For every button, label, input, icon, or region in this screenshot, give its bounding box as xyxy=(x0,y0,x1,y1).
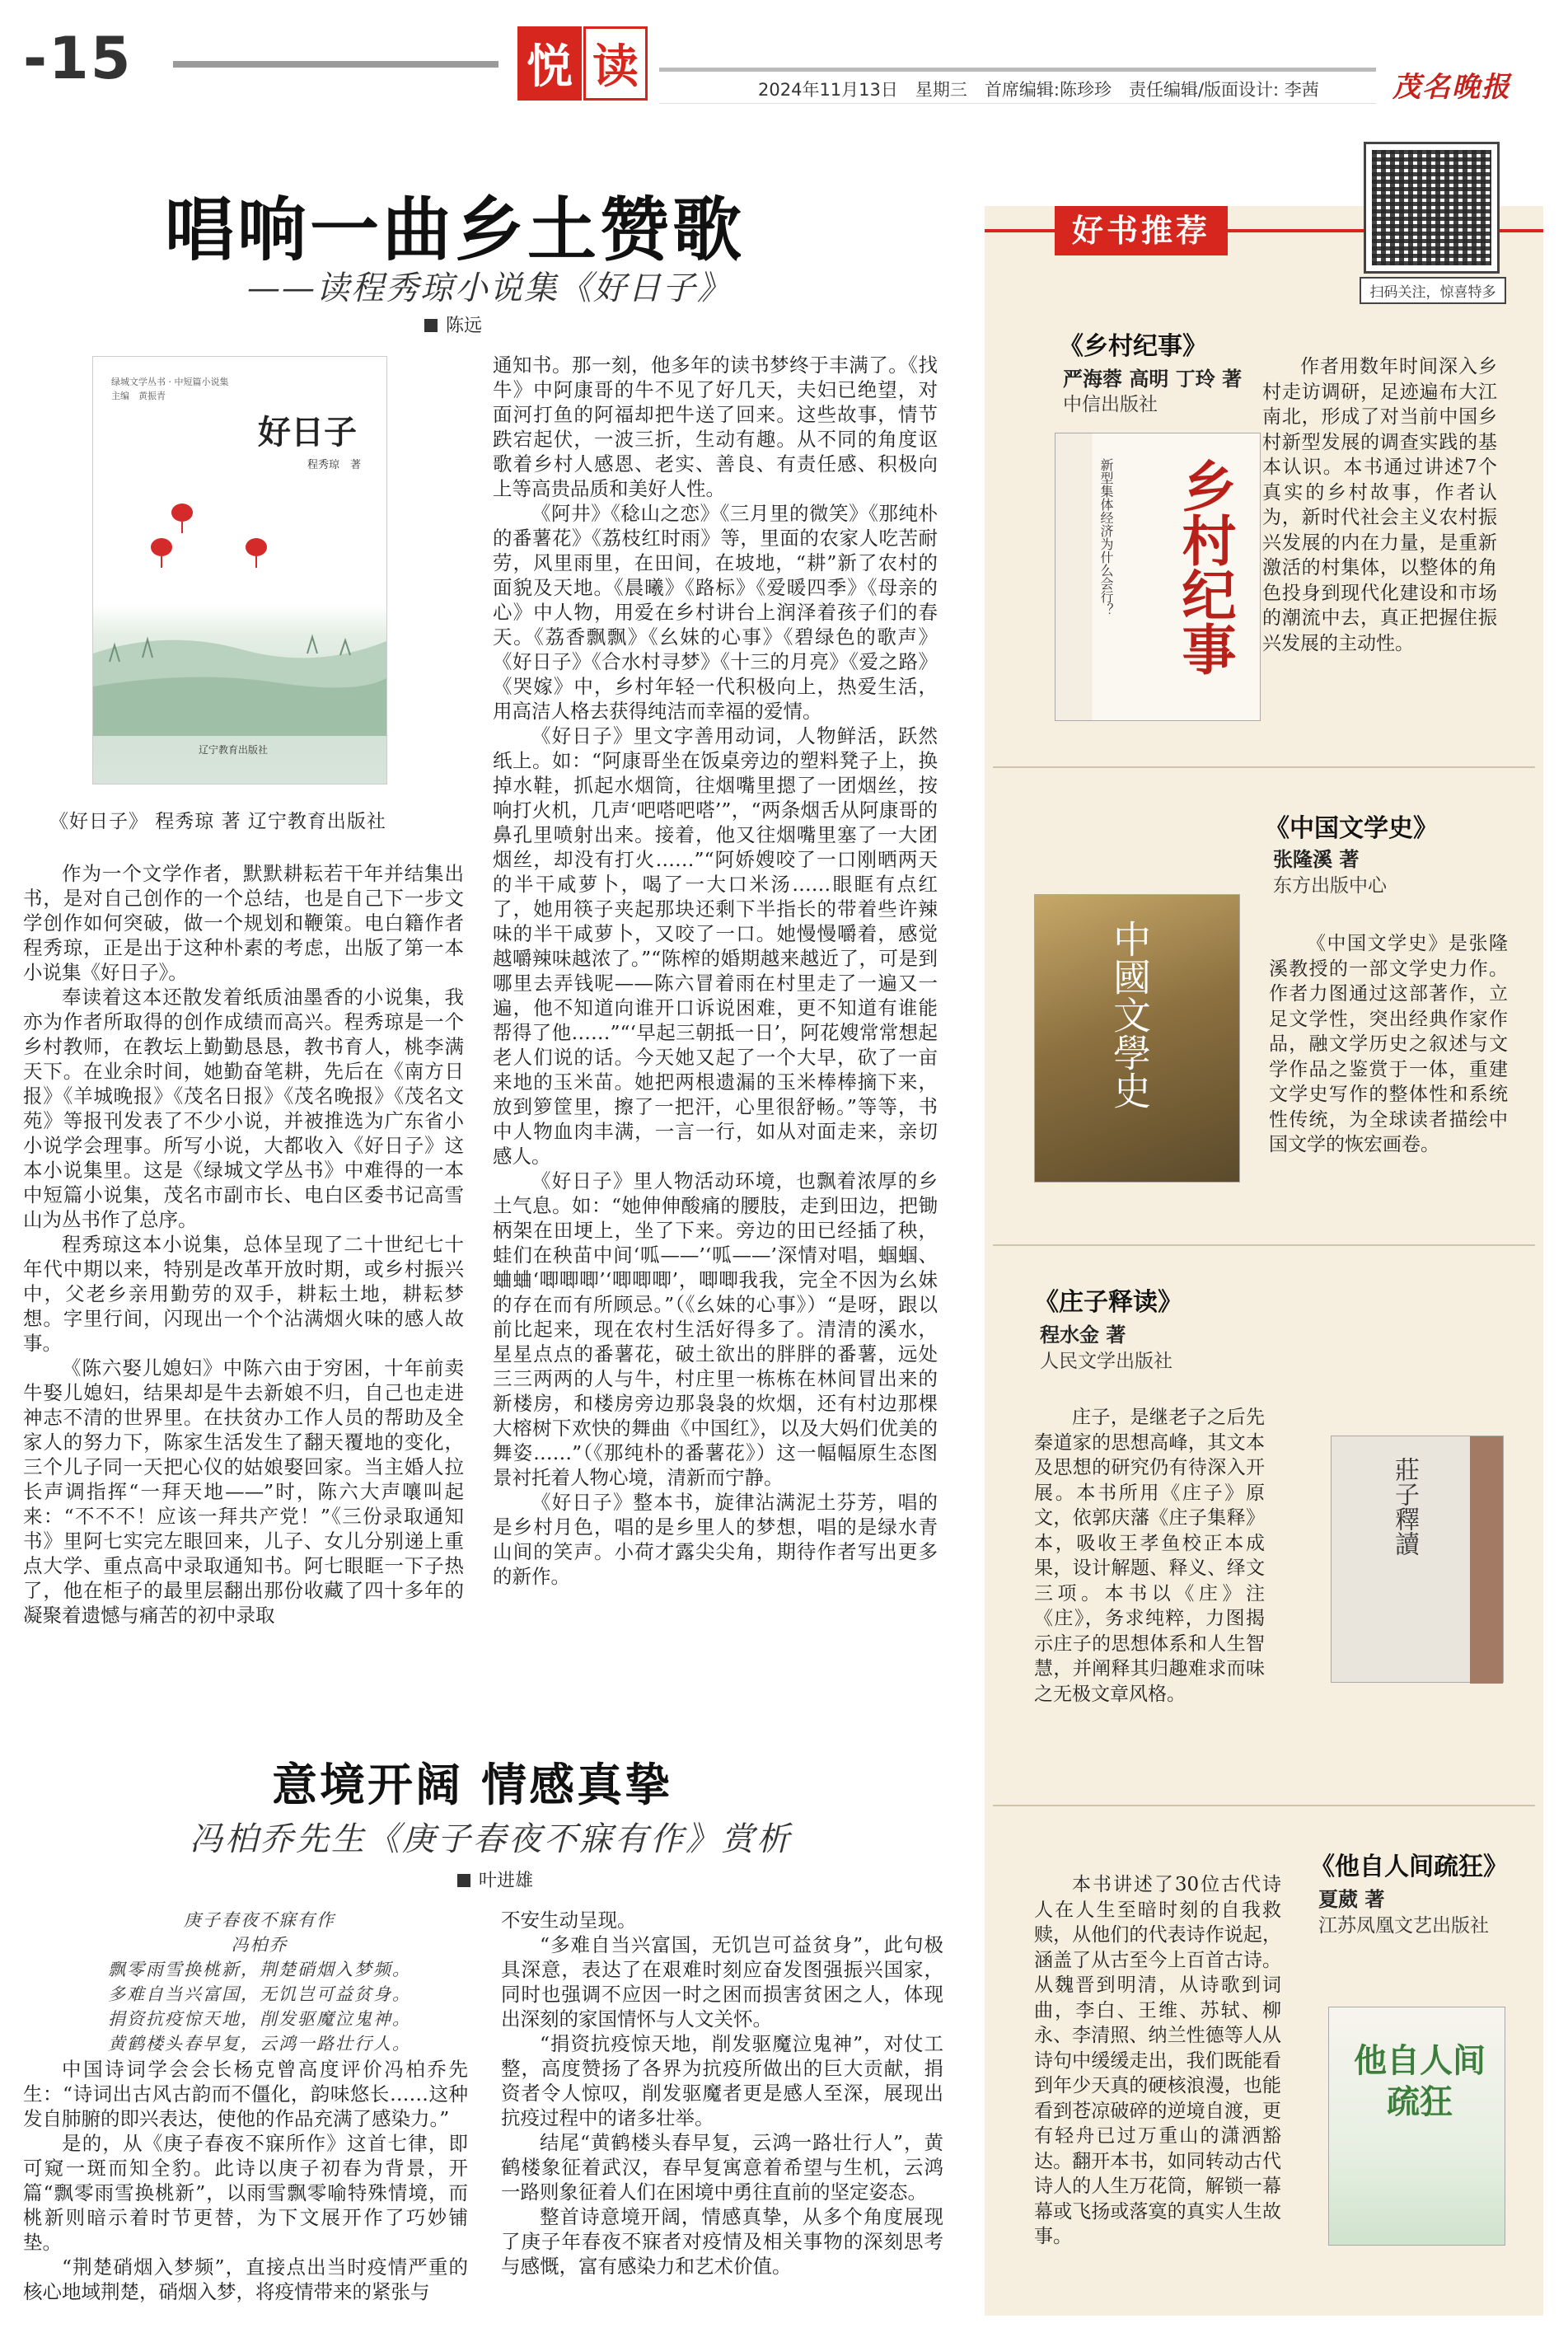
book1-author: 严海蓉 高明 丁玲 著 xyxy=(1063,368,1243,391)
paragraph: 整首诗意境开阔，情感真挚，从多个角度展现了庚子年春夜不寐者对疫情及相关事物的深刻思考与感慨，富有感染力和艺术价值。 xyxy=(501,2205,943,2278)
article1-subtitle: ——读程秀琼小说集《好日子》 xyxy=(247,269,732,307)
book4-cover-title: 他自人间疏狂 xyxy=(1354,2042,1486,2121)
paragraph: 结尾“黄鹤楼头春早复，云鸿一路壮行人”，黄鹤楼象征着武汉，春早复寓意着希望与生机，云鸿一路则象征着人们在困境中勇往直前的坚定姿态。 xyxy=(501,2131,943,2204)
cover-editors-text: 主编 黄振青 xyxy=(111,391,166,401)
paragraph: 《阿井》《稔山之恋》《三月里的微笑》《那纯朴的番薯花》《荔枝红时雨》等，里面的农家人吃苦耐劳，风里雨里，在田间，在坡地，“耕”新了农村的面貌及天地。《晨曦》《路标》《爱暖四季》《母亲的心》中人物，用爱在乡村讲台上润泽着孩子们的春天。《荔香飘飘》《幺妹的心事》《碧绿色的歌声》《好日子》《合水村寻梦》《十三的月亮》《爱之路》《哭嫁》中，乡村年轻一代积极向上，热爱生活，用高洁人格去获得纯洁而幸福的爱情。 xyxy=(493,502,938,723)
paragraph: 《中国文学史》是张隆溪教授的一部文学史力作。作者力图通过这部著作，立足文学性，突出经典作家作品，融文学历史之叙述与文学作品之鉴赏于一体，重建文学史写作的整体性和系统性传统，为全球读者描绘中国文学的恢宏画卷。 xyxy=(1269,933,1508,1155)
book3-description xyxy=(1034,1405,1265,1707)
paragraph: 不安生动呈现。 xyxy=(501,1909,637,1932)
book3-cover xyxy=(1331,1436,1504,1683)
cover-series-text: 绿城文学丛书 · 中短篇小说集 xyxy=(111,377,229,387)
paragraph: 本书讲述了30位古代诗人在人生至暗时刻的自我救赎，从他们的代表诗作说起，涵盖了从古至今上百首古诗。从魏晋到明清，从诗歌到词曲，李白、王维、苏轼、柳永、李清照、纳兰性德等人从诗句中缓缓走出，我们既能看到年少天真的硬核浪漫，也能看到苍凉破碎的逆境自渡，更有轻舟已过万重山的潇洒豁达。翻开本书，如同转动古代诗人的人生万花筒，解锁一幕幕或飞扬或落寞的真实人生故事。 xyxy=(1034,1874,1281,2247)
paragraph: 《好日子》整本书，旋律沾满泥土芬芳，唱的是乡村月色，唱的是乡里人的梦想，唱的是绿水青山间的笑声。小荷才露尖尖角，期待作者写出更多的新作。 xyxy=(493,1491,938,1588)
book3-publisher: 人民文学出版社 xyxy=(1040,1351,1172,1372)
book2-description xyxy=(1269,931,1508,1158)
article2-subtitle: 冯柏乔先生《庚子春夜不寐有作》赏析 xyxy=(190,1820,792,1858)
book2-title: 《中国文学史》 xyxy=(1265,814,1438,843)
article2-byline xyxy=(457,1867,533,1892)
paragraph: “荆楚硝烟入梦频”，直接点出当时疫情严重的核心地域荆楚，硝烟入梦，将疫情带来的紧张与 xyxy=(23,2255,468,2303)
book2-cover xyxy=(1034,894,1240,1183)
page-number: -15 xyxy=(23,25,133,92)
paragraph: 《好日子》里人物活动环境，也飘着浓厚的乡土气息。如：“她伸伸酸痛的腰肢，走到田边，把锄柄架在田埂上，坐了下来。旁边的田已经插了秧，蛙们在秧苗中间‘呱——’‘呱——’深情对唱，蝈蝈、蛐蛐‘唧唧唧’‘唧唧唧’，唧唧我我，完全不因为幺妹的存在而有所顾忌。”（《幺妹的心事》）“是呀，跟以前比起来，现在农村生活好得多了。清清的溪水，星星点点的番薯花，破土欲出的胖胖的番薯，远处三三两两的人与牛，村庄里一栋栋在林间冒出来的新楼房，和楼房旁边那袅袅的炊烟，还有村边那棵大榕树下欢快的舞曲《中国红》，以及大妈们优美的舞姿……”（《那纯朴的番薯花》）这一幅幅原生态图景衬托着人物心境，清新而宁静。 xyxy=(493,1169,938,1489)
book3-cover-title: 莊子釋讀 xyxy=(1390,1457,1419,1556)
book1-cover xyxy=(1055,433,1261,721)
book4-cover xyxy=(1328,2007,1505,2246)
paragraph: 作为一个文学作者，默默耕耘若干年并结集出书，是对自己创作的一个总结，也是自己下一步文学创作如何突破，做一个规划和鞭策。电白籍作者程秀琼，正是出于这种朴素的考虑，出版了第一本小说集《好日子》。 xyxy=(23,862,464,984)
cover-series xyxy=(111,375,229,403)
book1-cover-subtitle: 新型集体经济为什么会行？ xyxy=(1098,458,1114,616)
book4-title: 《他自人间疏狂》 xyxy=(1310,1853,1508,1881)
paragraph: “捐资抗疫惊天地，削发驱魔泣鬼神”，对仗工整，高度赞扬了各界为抗疫所做出的巨大贡献，捐资者令人惊叹，削发驱魔者更是感人至深，展现出抗疫过程中的诸多壮举。 xyxy=(501,2032,943,2129)
red-lantern-icon xyxy=(246,538,267,556)
qr-label: 扫码关注，惊喜特多 xyxy=(1360,277,1506,304)
poem-line: 多难自当兴富国，无饥岂可益贫身。 xyxy=(108,1984,411,2004)
poem-author: 冯柏乔 xyxy=(231,1935,288,1955)
poem-title: 庚子春夜不寐有作 xyxy=(184,1910,335,1930)
paragraph: 程秀琼这本小说集，总体呈现了二十世纪七十年代中期以来，特别是改革开放时期，或乡村振兴中，父老乡亲用勤劳的双手，耕耘土地，耕耘梦想。字里行间，闪现出一个个沾满烟火味的感人故事。 xyxy=(23,1233,464,1355)
sidebar-divider xyxy=(993,1805,1535,1806)
article1-column-1 xyxy=(23,861,464,1628)
paragraph: “多难自当兴富国，无饥岂可益贫身”，此句极具深意，表达了在艰难时刻应奋发图强振兴国家，同时也强调不应因一时之困而损害贫困之人，体现出深刻的家国情怀与人文关怀。 xyxy=(501,1933,943,2031)
byline-author: 叶进雄 xyxy=(479,1871,534,1891)
book3-author: 程水金 著 xyxy=(1040,1323,1126,1347)
poem-block xyxy=(66,1908,453,2056)
book4-author: 夏葳 著 xyxy=(1318,1888,1385,1911)
poem-line: 捐资抗疫惊天地，削发驱魔泣鬼神。 xyxy=(108,2009,411,2029)
book1-description xyxy=(1262,354,1497,656)
byline-square-icon xyxy=(424,319,438,332)
poem-line: 黄鹤楼头春早复，云鸿一路壮行人。 xyxy=(108,2034,411,2054)
book2-cover-title: 中國文學史 xyxy=(1107,920,1152,1109)
paragraph: 奉读着这本还散发着纸质油墨香的小说集，我亦为作者所取得的创作成绩而高兴。程秀琼是一个乡村教师，在教坛上勤勤恳恳，教书育人，桃李满天下。在业余时间，她勤奋笔耕，先后在《南方日报》《羊城晚报》《茂名日报》《茂名晚报》《茂名文苑》等报刊发表了不少小说，并被推选为广东省小小说学会理事。所写小说，大都收入《好日子》这本小说集里。这是《绿城文学丛书》中难得的一本中短篇小说集，茂名市副市长、电白区委书记高雪山为丛书作了总序。 xyxy=(23,986,464,1231)
book1-title: 《乡村纪事》 xyxy=(1059,332,1207,361)
sidebar-divider xyxy=(993,766,1535,768)
cover-title: 好日子 xyxy=(258,414,357,452)
article2-column-1 xyxy=(23,2057,468,2304)
cover-publisher: 辽宁教育出版社 xyxy=(199,744,269,756)
qr-code[interactable] xyxy=(1364,142,1500,274)
book4-publisher: 江苏凤凰文艺出版社 xyxy=(1318,1915,1489,1937)
red-lantern-icon xyxy=(171,504,193,522)
issue-info-bar: 2024年11月13日 星期三 首席编辑:陈珍珍 责任编辑/版面设计: 李茜 xyxy=(659,68,1376,104)
paragraph: 通知书。那一刻，他多年的读书梦终于丰满了。《找牛》中阿康哥的牛不见了好几天，夫妇已绝望，对面河打鱼的阿福却把牛送了回来。这些故事，情节跌宕起伏，一波三折，生动有趣。从不同的角度讴歌着乡村人感恩、老实、善良、有责任感、积极向上等高贵品质和美好人性。 xyxy=(493,354,938,500)
book2-publisher: 东方出版中心 xyxy=(1273,875,1387,897)
section-label-yue: 悦 xyxy=(517,26,582,101)
paragraph: 中国诗词学会会长杨克曾高度评价冯柏乔先生：“诗词出古风古韵而不僵化，韵味悠长……这种发自肺腑的即兴表达，使他的作品充满了感染力。” xyxy=(23,2058,468,2130)
red-lantern-icon xyxy=(151,538,172,556)
cover-author: 程秀琼 著 xyxy=(307,459,362,471)
byline-author: 陈远 xyxy=(446,316,483,336)
paragraph: 庄子，是继老子之后先秦道家的思想高峰，其文本及思想的研究仍有待深入开展。本书所用《庄子》原文，依郭庆藩《庄子集释》本，吸收王孝鱼校正本成果，设计解题、释义、绎文三项。本书以《庄》注《庄》，务求纯粹，力图揭示庄子的思想体系和人生智慧，并阐释其归趣难求而味之无极文章风格。 xyxy=(1034,1407,1265,1705)
book1-publisher: 中信出版社 xyxy=(1063,394,1158,415)
book4-description xyxy=(1034,1872,1281,2250)
paragraph: 作者用数年时间深入乡村走访调研，足迹遍布大江南北，形成了对当前中国乡村新型发展的调查实践的基本认识。本书通过讲述7个真实的乡村故事，作者认为，新时代社会主义农村振兴发展的内在力量，是重新激活的村集体，以整体的角色投身到现代化建设和市场的潮流中去，真正把握住振兴发展的主动性。 xyxy=(1262,356,1497,654)
article1-title: 唱响一曲乡土赞歌 xyxy=(165,190,746,270)
header-rule xyxy=(173,61,498,68)
book3-spine xyxy=(1470,1436,1503,1684)
book1-cover-title: 乡村纪事 xyxy=(1172,458,1236,676)
sidebar-title: 好书推荐 xyxy=(1055,206,1228,255)
poem-line: 飘零雨雪换桃新，荆楚硝烟入梦频。 xyxy=(108,1960,411,1979)
landscape-illustration xyxy=(93,604,386,736)
article1-column-2 xyxy=(493,353,938,1589)
article2-column-2 xyxy=(501,1908,943,2279)
newspaper-brand-logo: 茂名晚报 xyxy=(1392,71,1511,104)
book-cover-haorizi xyxy=(92,356,387,785)
book-caption: 《好日子》 程秀琼 著 辽宁教育出版社 xyxy=(49,811,386,832)
section-label-du: 读 xyxy=(583,26,648,101)
paragraph: 是的，从《庚子春夜不寐所作》这首七律，即可窥一斑而知全豹。此诗以庚子初春为背景，开篇“飘零雨雪换桃新”，以雨雪飘零喻特殊情境，而桃新则暗示着时节更替，为下文展开作了巧妙铺垫。 xyxy=(23,2132,468,2254)
paragraph: 《陈六娶儿媳妇》中陈六由于穷困，十年前卖牛娶儿媳妇，结果却是牛去新娘不归，自己也走进神志不清的世界里。在扶贫办工作人员的帮助及全家人的努力下，陈家生活发生了翻天覆地的变化，三个儿子同一天把心仪的姑娘娶回家。当主婚人拉长声调指挥“一拜天地——”时，陈六大声嚷叫起来：“不不不！应该一拜共产党！”《三份录取通知书》里阿七实完左眼回来，儿子、女儿分别递上重点大学、重点高中录取通知书。阿七眼眶一下子热了，他在柜子的最里层翻出那份收藏了四十多年的凝聚着遗憾与痛苦的初中录取 xyxy=(23,1356,464,1627)
paragraph: 《好日子》里文字善用动词，人物鲜活，跃然纸上。如：“阿康哥坐在饭桌旁边的塑料凳子上，换掉水鞋，抓起水烟筒，往烟嘴里摁了一团烟丝，按响打火机，几声‘吧嗒吧嗒’”，“两条烟舌从阿康哥的鼻孔里喷射出来。接着，他又往烟嘴里塞了一大团烟丝，却没有打火……”“阿娇嫂咬了一口刚晒两天的半干咸萝卜，喝了一大口米汤……眼眶有点红了，她用筷子夹起那块还剩下半指长的带着些许辣味的半干咸萝卜，又咬了一口。她慢慢嚼着，感觉越嚼辣味越浓了。”“陈榨的婚期越来越近了，可是到哪里去弄钱呢——陈六冒着雨在村里走了一遍又一遍，他不知道向谁开口诉说困难，更不知道有谁能帮得了他……”“‘早起三朝抵一日’，阿花嫂常常想起老人们说的话。今天她又起了一个大早，砍了一亩来地的玉米苗。她把两根遗漏的玉米棒棒摘下来，放到箩筐里，擦了一把汗，心里很舒畅。”等等，书中人物血肉丰满，一言一行，如从对面走来，亲切感人。 xyxy=(493,724,938,1168)
article1-byline xyxy=(424,311,482,337)
article2-title: 意境开阔 情感真挚 xyxy=(272,1759,673,1811)
sidebar-divider xyxy=(993,1244,1535,1246)
book2-author: 张隆溪 著 xyxy=(1273,848,1360,871)
byline-square-icon xyxy=(457,1874,470,1887)
book3-title: 《庄子释读》 xyxy=(1034,1288,1182,1317)
